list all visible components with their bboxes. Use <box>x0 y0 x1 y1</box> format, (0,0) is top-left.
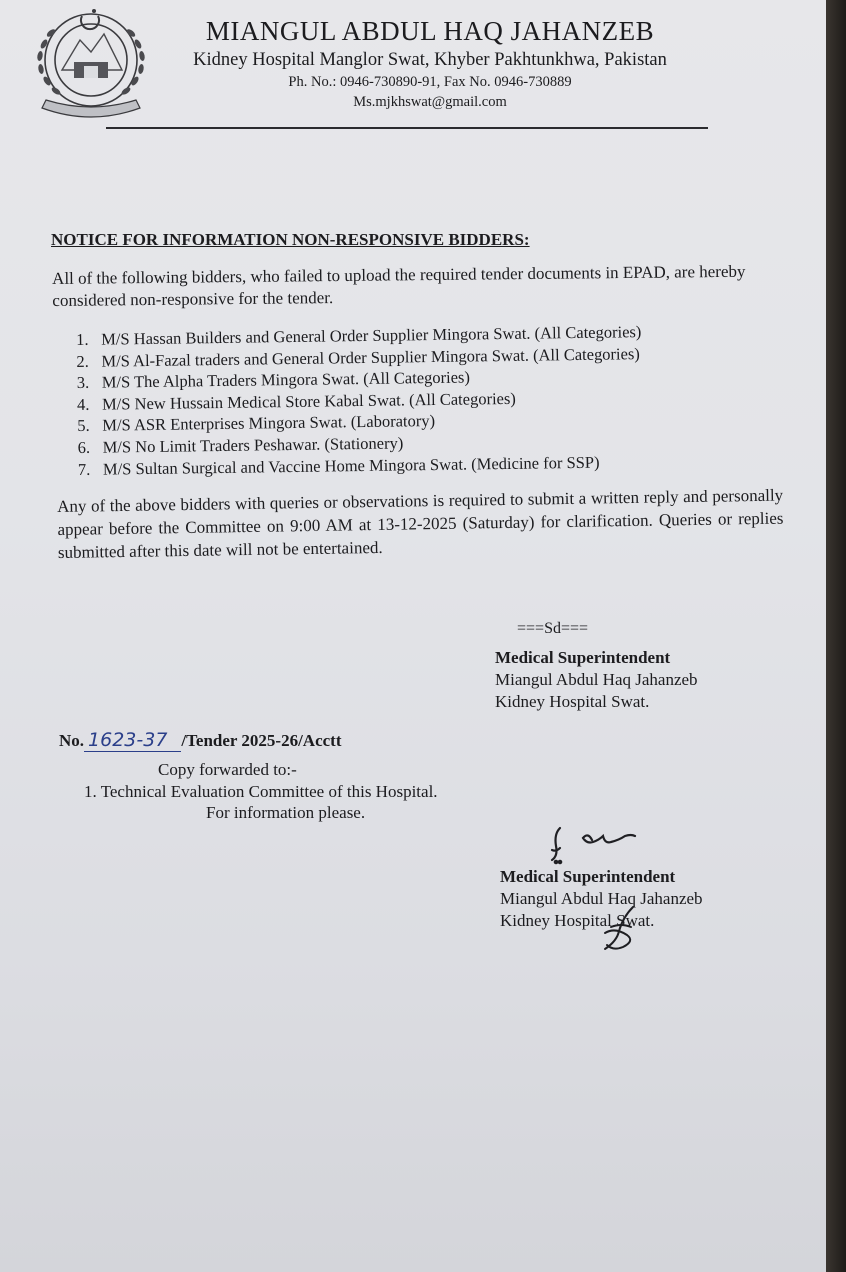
list-item: 6. M/S No Limit Traders Peshawar. (Stationery) <box>77 433 404 457</box>
copy-label: Copy forwarded to:- <box>158 760 297 779</box>
organization-line: Miangul Abdul Haq Jahanzeb <box>495 670 698 689</box>
signature-scribble-icon <box>597 903 643 953</box>
bidder-list <box>76 320 758 481</box>
list-item: 5. M/S ASR Enterprises Mingora Swat. (Laboratory) <box>77 411 436 436</box>
list-item: 1. M/S Hassan Builders and General Order Supplier Mingora Swat. (All Categories) <box>76 322 642 349</box>
background-edge <box>826 0 846 1272</box>
handwritten-initial-icon <box>544 824 644 868</box>
hospital-address: Kidney Hospital Manglor Swat, Khyber Pakhtunkhwa, Pakistan <box>193 50 667 70</box>
signed-mark: ===Sd=== <box>517 620 589 637</box>
signature-block-1 <box>495 647 698 713</box>
copy-note: For information please. <box>206 803 366 822</box>
hospital-phone-fax: Ph. No.: 0946-730890-91, Fax No. 0946-730889 <box>288 74 572 90</box>
organization-line: Miangul Abdul Haq Jahanzeb <box>500 889 703 908</box>
list-item: 4. M/S New Hussain Medical Store Kabal Swat. (All Categories) <box>76 388 516 414</box>
copy-recipient: 1. Technical Evaluation Committee of this Hospital. <box>84 781 438 801</box>
hospital-name: MIANGUL ABDUL HAQ JAHANZEB <box>205 16 655 46</box>
notice-intro: All of the following bidders, who failed to upload the required tender documents in EPAD, are hereby considered non-responsive for the tender. <box>52 261 746 310</box>
notice-closing: Any of the above bidders with queries or observations is required to submit a written reply and personally appear before the Committee on 9:00 AM at 13-12-2025 (Saturday) for clarification. Queries or replies submitted after this date will not be entertained. <box>57 485 784 562</box>
reference-number: No. 1623-37 /Tender 2025-26/Acctt <box>59 729 342 751</box>
handwritten-number: 1623-37 <box>84 729 181 752</box>
organization-line: Kidney Hospital Swat. <box>500 911 655 930</box>
list-item: 3. M/S The Alpha Traders Mingora Swat. (All Categories) <box>76 367 471 393</box>
list-item: 2. M/S Al-Fazal traders and General Order Supplier Mingora Swat. (All Categories) <box>76 343 640 371</box>
designation: Medical Superintendent <box>500 867 676 886</box>
list-item: 7. M/S Sultan Surgical and Vaccine Home Mingora Swat. (Medicine for SSP) <box>77 452 600 479</box>
hospital-crest-icon <box>22 4 160 124</box>
copy-forwarded <box>84 759 438 824</box>
header-divider <box>106 127 708 129</box>
organization-line: Kidney Hospital Swat. <box>495 692 650 711</box>
letterhead <box>160 14 700 112</box>
designation: Medical Superintendent <box>495 648 671 667</box>
notice-heading: NOTICE FOR INFORMATION NON-RESPONSIVE BIDDERS: <box>51 230 530 249</box>
hospital-email: Ms.mjkhswat@gmail.com <box>353 94 507 110</box>
